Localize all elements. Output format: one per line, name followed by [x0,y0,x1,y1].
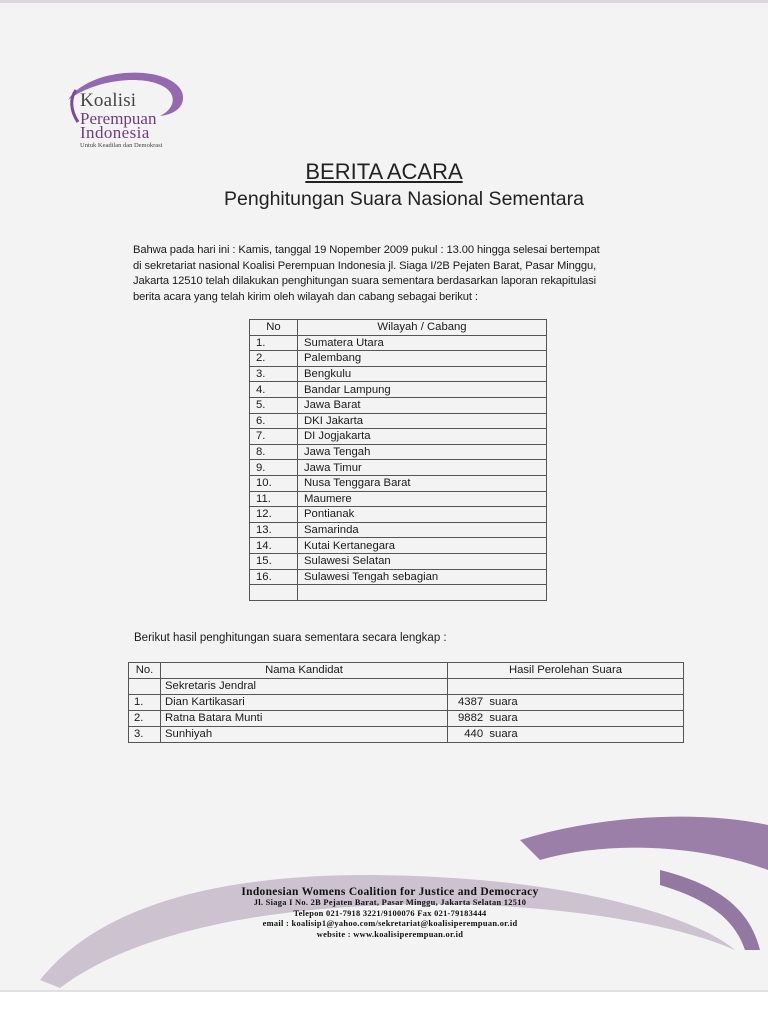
table-row [250,507,547,523]
table-header-row [250,320,547,336]
wilayah-name: Pontianak [298,507,547,523]
row-number: 2. [250,351,298,367]
table-row [250,382,547,398]
row-number: 12. [250,507,298,523]
table-row [250,366,547,382]
row-number: 2. [129,710,161,726]
wilayah-name: Palembang [298,351,547,367]
row-number: 4. [250,382,298,398]
wilayah-name: Sumatera Utara [298,335,547,351]
wilayah-name: Bengkulu [298,366,547,382]
vote-count: 9882 suara [448,710,684,726]
logo-text-indonesia: Indonesia [80,123,150,142]
candidate-name: Ratna Batara Munti [161,710,448,726]
row-number: 7. [250,429,298,445]
row-number [250,585,298,601]
table-row [250,335,547,351]
footer-org: Indonesian Womens Coalition for Justice and Democracy [241,886,539,898]
candidate-name: Sunhiyah [161,726,448,742]
table-row [250,351,547,367]
wilayah-name: Bandar Lampung [298,382,547,398]
scan-edge [0,0,768,3]
table-row [250,569,547,585]
intro-line: berita acara yang telah kirim oleh wilayah dan cabang sebagai berikut : [133,290,478,303]
row-number: 15. [250,553,298,569]
header-no: No [250,320,298,336]
row-number: 3. [250,366,298,382]
document-title: BERITA ACARA [305,159,463,184]
candidate-name: Dian Kartikasari [161,694,448,710]
header-no: No. [129,663,161,679]
table-row [250,491,547,507]
wilayah-name: Jawa Tengah [298,444,547,460]
row-number: 1. [250,335,298,351]
row-number: 11. [250,491,298,507]
table-row [250,522,547,538]
table-row [250,460,547,476]
vote-count: 4387 suara [448,694,684,710]
intro-line: Jakarta 12510 telah dilakukan penghitungan suara sementara berdasarkan laporan rekapitulasi [133,275,596,287]
wilayah-name: Jawa Barat [298,397,547,413]
table-row [250,444,547,460]
footer-address: Jl. Siaga I No. 2B Pejaten Barat, Pasar Minggu, Jakarta Selatan 12510 [253,898,527,907]
table-row [250,538,547,554]
row-number: 16. [250,569,298,585]
table-row [129,694,684,710]
row-number: 8. [250,444,298,460]
wilayah-name: Nusa Tenggara Barat [298,475,547,491]
table-row [129,726,684,742]
row-number [129,678,161,694]
header-nama-kandidat: Nama Kandidat [161,663,448,679]
wilayah-name: DI Jogjakarta [298,429,547,445]
wilayah-name [298,585,547,601]
wilayah-name: Sulawesi Tengah sebagian [298,569,547,585]
header-hasil-suara: Hasil Perolehan Suara [448,663,684,679]
footer-phone: Telepon 021-7918 3221/9100076 Fax 021-79183444 [293,908,487,918]
logo-text-perempuan: Perempuan [80,109,157,128]
scan-margin [0,992,768,1024]
results-intro: Berikut hasil penghitungan suara sementara secara lengkap : [134,632,447,644]
wilayah-name: Sulawesi Selatan [298,553,547,569]
candidate-name: Sekretaris Jendral [161,678,448,694]
row-number: 5. [250,397,298,413]
row-number: 1. [129,694,161,710]
table-row [250,397,547,413]
footer-website: website : www.koalisiperempuan.or.id [316,929,464,939]
table-row [250,585,547,601]
intro-line: Bahwa pada hari ini : Kamis, tanggal 19 Nopember 2009 pukul : 13.00 hingga selesai bertempat [133,244,600,256]
results-table [128,662,684,743]
table-row [250,429,547,445]
vote-count [448,678,684,694]
table-row [250,553,547,569]
document-subtitle: Penghitungan Suara Nasional Sementara [224,188,584,210]
header-wilayah: Wilayah / Cabang [298,320,547,336]
wilayah-name: Kutai Kertanegara [298,538,547,554]
footer-contact [160,886,620,940]
table-row [250,413,547,429]
row-number: 9. [250,460,298,476]
logo-tagline: Untuk Keadilan dan Demokrasi [80,142,163,149]
wilayah-name: Samarinda [298,522,547,538]
table-header-row [129,663,684,679]
wilayah-table [249,319,547,601]
intro-paragraph [133,243,678,305]
row-number: 13. [250,522,298,538]
footer-email: email : koalisip1@yahoo.com/sekretariat@koalisiperempuan.or.id [262,919,518,928]
intro-line: di sekretariat nasional Koalisi Perempuan Indonesia jl. Siaga I/2B Pejaten Barat, Pasar Minggu, [133,259,597,272]
logo-text-koalisi: Koalisi [80,90,137,111]
row-number: 10. [250,475,298,491]
vote-count: 440 suara [448,726,684,742]
table-row [129,678,684,694]
wilayah-name: DKI Jakarta [298,413,547,429]
wilayah-name: Jawa Timur [298,460,547,476]
row-number: 6. [250,413,298,429]
koalisi-perempuan-logo [60,70,210,155]
table-row [129,710,684,726]
row-number: 3. [129,726,161,742]
table-row [250,475,547,491]
wilayah-name: Maumere [298,491,547,507]
row-number: 14. [250,538,298,554]
